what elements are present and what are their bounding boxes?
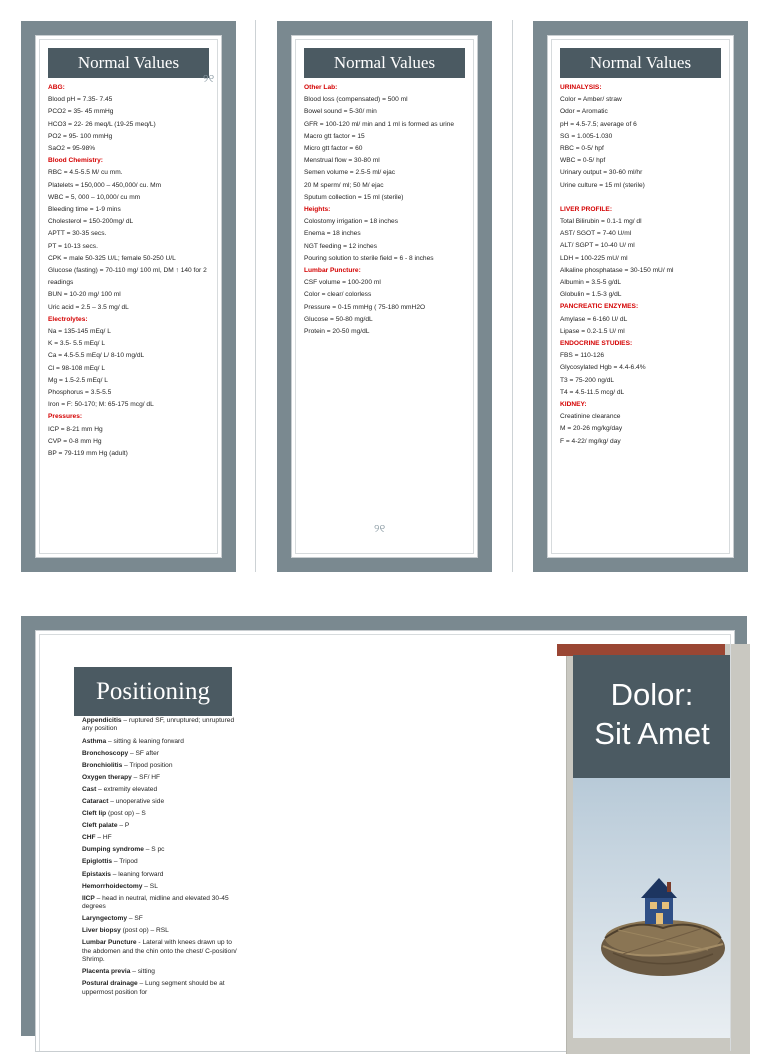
positioning-term: Cataract [82,797,109,805]
positioning-item [82,915,238,923]
value-line: Enema = 18 inches [304,230,361,238]
cover-title-box [573,655,731,778]
value-line: Iron = F: 50-170; M: 65-175 mcg/ dL [48,401,154,409]
positioning-desc: – leaning forward [110,870,164,878]
positioning-term: Oxygen therapy [82,773,132,781]
positioning-item [82,858,238,866]
positioning-term: Cleft lip [82,810,107,818]
nest-house-photo [573,778,731,1038]
value-line: HCO3 = 22- 26 meq/L (19-25 meq/L) [48,120,156,128]
section-heading: Blood Chemistry: [48,157,103,165]
positioning-term: Appendicitis [82,717,122,724]
value-line: RBC = 0-5/ hpf [560,145,604,153]
positioning-item [82,871,238,879]
spacer [560,192,723,204]
value-line: PT = 10-13 secs. [48,242,98,250]
panel-title: Normal Values [48,48,209,78]
value-line: Color = clear/ colorless [304,291,372,299]
positioning-term: IICP [82,894,95,902]
positioning-desc: – Lung segment should be at uppermost position for [82,980,225,996]
section-heading: PANCREATIC ENZYMES: [560,303,639,311]
value-line: Bowel sound = 5-30/ min [304,108,377,116]
positioning-term: Epiglottis [82,858,113,866]
positioning-desc: – sitting [130,968,155,976]
value-line: SG = 1.005-1.030 [560,132,613,140]
positioning-desc: – sitting & leaning forward [106,737,184,745]
bottom-page [21,616,747,1036]
value-line: Protein = 20-50 mg/dL [304,328,370,336]
positioning-item [82,810,238,818]
positioning-term: Asthma [82,737,107,745]
positioning-desc: – head in neutral, midline and elevated 30-45 degrees [82,894,229,911]
nest-house-illustration [573,778,731,1038]
positioning-item [82,927,238,935]
value-line: Blood loss (compensated) = 500 ml [304,96,408,104]
positioning-item [82,895,238,912]
positioning-desc: – SF after [128,749,159,757]
value-line: Total Bilirubin = 0.1-1 mg/ dl [560,218,642,226]
section-heading: Pressures: [48,413,83,421]
positioning-item [82,846,238,854]
positioning-item [82,762,238,770]
value-line: Ca = 4.5-5.5 mEq/ L/ 8-10 mg/dL [48,352,145,360]
positioning-item [82,717,238,734]
value-line: CSF volume = 100-200 ml [304,279,381,287]
value-line: WBC = 0-5/ hpf [560,157,606,165]
positioning-item [82,774,238,782]
positioning-desc: – P [117,822,130,830]
panel-abg [21,21,236,572]
value-line: Urine culture = 15 ml (sterile) [560,181,645,189]
panel-inner [35,35,222,558]
value-line: M = 20-26 mg/kg/day [560,425,623,433]
positioning-item [82,980,238,997]
positioning-desc: – S pc [143,846,165,854]
value-line: Platelets = 150,000 – 450,000/ cu. Mm [48,181,162,189]
value-line: PO2 = 95- 100 mmHg [48,132,113,140]
bottom-inner [35,630,735,1052]
value-line: T3 = 75-200 ng/dL [560,376,615,384]
positioning-term: Placenta previa [82,968,131,976]
value-line: LDH = 100-225 mU/ ml [560,254,628,262]
value-line: Color = Amber/ straw [560,96,622,104]
value-line: SaO2 = 95-98% [48,145,96,153]
positioning-desc: – SL [142,882,158,890]
positioning-item [82,939,238,964]
value-line: Macro gtt factor = 15 [304,132,365,140]
positioning-desc: – Tripod [112,858,138,866]
section-heading: LIVER PROFILE: [560,205,613,213]
value-line: 20 M sperm/ ml; 50 M/ ejac [304,181,384,189]
positioning-term: CHF [82,834,96,842]
value-line: Alkaline phosphatase = 30-150 mU/ ml [560,266,674,274]
value-line: Cholesterol = 150-200mg/ dL [48,218,134,226]
divider [255,20,256,572]
panel-content [560,82,723,448]
positioning-desc: – ruptured SF, unruptured; unruptured any position [82,717,235,733]
panel-title: Normal Values [304,48,465,78]
value-line: F = 4-22/ mg/kg/ day [560,437,621,445]
divider [512,20,513,572]
positioning-term: Bronchoscopy [82,749,129,757]
value-line: Na = 135-145 mEq/ L [48,328,111,336]
value-line: GFR = 100-120 ml/ min and 1 ml is formed as urine [304,120,455,128]
value-line: Micro gtt factor = 60 [304,145,363,153]
positioning-desc: – unoperative side [108,797,165,805]
positioning-item [82,738,238,746]
value-line: RBC = 4.5-5.5 M/ cu mm. [48,169,123,177]
panel-urinalysis [533,21,748,572]
value-line: PCO2 = 35- 45 mmHg [48,108,114,116]
positioning-item [82,750,238,758]
value-line: Blood pH = 7.35- 7.45 [48,96,113,104]
positioning-term: Cast [82,785,97,793]
value-line: Glucose = 50-80 mg/dL [304,315,373,323]
positioning-term: Dumping syndrome [82,846,144,854]
panel-content [304,82,467,338]
positioning-desc: – extremity elevated [96,785,158,793]
section-heading: KIDNEY: [560,401,587,409]
positioning-item [82,822,238,830]
positioning-term: Liver biopsy [82,927,121,935]
positioning-term: Hemorrhoidectomy [82,882,143,890]
value-line: Urinary output = 30-60 ml/hr [560,169,643,177]
cover-title-line2: Sit Amet [594,716,710,751]
panel-title: Normal Values [560,48,721,78]
positioning-term: Postural drainage [82,980,138,988]
value-line: Semen volume = 2.5-5 ml/ ejac [304,169,396,177]
positioning-desc: – SF/ HF [131,773,161,781]
positioning-list [82,717,238,1001]
positioning-desc: - Lateral with knees drawn up to the abdomen and the chin onto the chest/ C-position/ Shrimp. [82,939,237,964]
value-line: ICP = 8-21 mm Hg [48,425,103,433]
positioning-desc: – HF [95,834,112,842]
value-line: Glucose (fasting) = 70-110 mg/ 100 ml, DM ↑ 140 for 2 readings [48,267,207,287]
positioning-item [82,883,238,891]
value-line: APTT = 30-35 secs. [48,230,107,238]
positioning-item [82,786,238,794]
section-heading: ABG: [48,84,65,91]
positioning-item [82,834,238,842]
positioning-desc: – Tripod position [122,761,173,769]
value-line: Amylase = 6-160 U/ dL [560,315,628,323]
value-line: Cl = 98-108 mEq/ L [48,364,105,372]
value-line: T4 = 4.5-11.5 mcg/ dL [560,388,625,396]
value-line: Odor = Aromatic [560,108,608,116]
value-line: NGT feeding = 12 inches [304,242,378,250]
value-line: CVP = 0-8 mm Hg [48,437,102,445]
positioning-desc: – SF [127,915,143,923]
value-line: WBC = 5, 000 – 10,000/ cu mm [48,193,141,201]
positioning-item [82,798,238,806]
positioning-title: Positioning [74,667,232,716]
value-line: Sputum collection = 15 ml (sterile) [304,193,404,201]
positioning-term: Lumbar Puncture [82,939,137,947]
section-heading: Other Lab: [304,84,338,91]
value-line: ALT/ SGPT = 10-40 U/ ml [560,242,635,250]
value-line: Albumin = 3.5-5 g/dL [560,279,622,287]
value-line: Creatinine clearance [560,413,621,421]
positioning-term: Epistaxis [82,870,111,878]
section-heading: Lumbar Puncture: [304,267,361,275]
cover-title-line1: Dolor: [610,677,694,712]
value-line: Globulin = 1.5-3 g/dL [560,291,622,299]
value-line: Pressure = 0-15 mmHg ( 75-180 mmH2O [304,303,426,311]
panel-inner [291,35,478,558]
value-line: Mg = 1.5-2.5 mEq/ L [48,376,108,384]
value-line: Menstrual flow = 30-80 ml [304,157,380,165]
value-line: Bleeding time = 1-9 mins [48,206,121,214]
value-line: Pouring solution to sterile field = 6 - 8 inches [304,254,434,262]
value-line: Glycosylated Hgb = 4.4-6.4% [560,364,646,372]
value-line: CPK = male 50-325 U/L; female 50-250 U/L [48,254,176,262]
flourish-ornament-icon: ୨୧ [203,72,215,85]
value-line: Colostomy irrigation = 18 inches [304,218,399,226]
value-line: K = 3.5- 5.5 mEq/ L [48,340,105,348]
value-line: BP = 79-119 mm Hg (adult) [48,450,128,458]
panel-other-lab [277,21,492,572]
value-line: BUN = 10-20 mg/ 100 ml [48,291,121,299]
section-heading: URINALYSIS: [560,84,602,91]
positioning-desc: (post op) – RSL [120,927,169,935]
positioning-item [82,968,238,976]
positioning-term: Laryngectomy [82,915,128,923]
value-line: AST/ SGOT = 7-40 U/ml [560,230,632,238]
value-line: Lipase = 0.2-1.5 U/ ml [560,327,625,335]
positioning-term: Bronchiolitis [82,761,123,769]
value-line: FBS = 110-126 [560,352,605,360]
positioning-desc: (post op) – S [106,810,146,818]
panel-content [48,82,211,460]
positioning-term: Cleft palate [82,822,118,830]
value-line: Phosphorus = 3.5-5.5 [48,389,112,397]
flourish-ornament-icon: ୨୧ [374,522,386,535]
section-heading: ENDOCRINE STUDIES: [560,340,633,348]
section-heading: Electrolytes: [48,315,88,323]
section-heading: Heights: [304,206,331,214]
value-line: Uric acid = 2.5 – 3.5 mg/ dL [48,303,129,311]
value-line: pH = 4.5-7.5; average of 6 [560,120,637,128]
panel-inner [547,35,734,558]
